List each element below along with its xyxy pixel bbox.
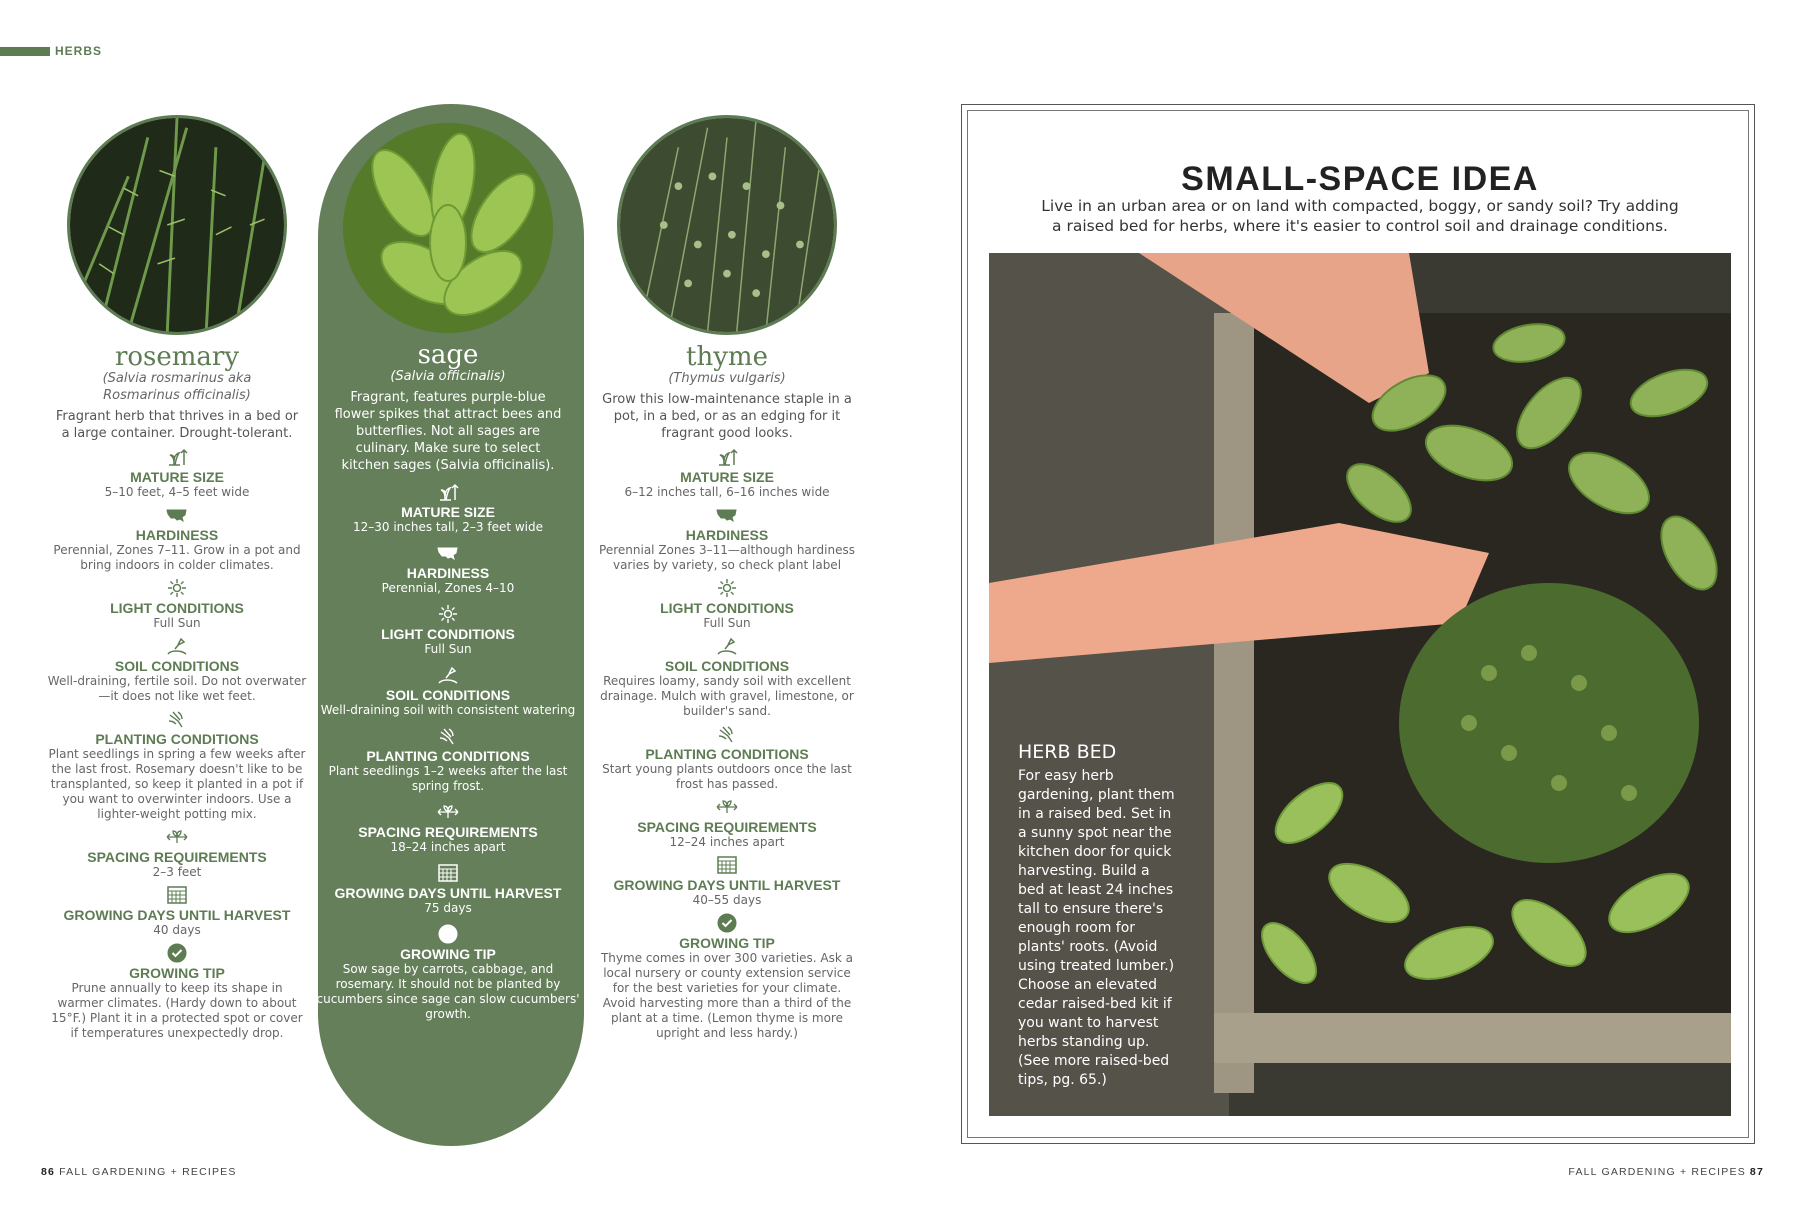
- herb-latin-name: (Salvia rosmarinus aka Rosmarinus officinalis): [102, 371, 252, 403]
- plant-size-icon: [316, 482, 580, 502]
- page-number-left: 86: [41, 1166, 56, 1178]
- herb-info-list: [47, 447, 307, 1041]
- herb-info-value: Perennial Zones 3–11—although hardiness varies by variety, so check plant label: [599, 543, 855, 572]
- spacing-icon: [47, 827, 307, 847]
- herb-info-heading: SOIL CONDITIONS: [664, 658, 790, 674]
- herb-info-heading: GROWING DAYS UNTIL HARVEST: [334, 885, 562, 901]
- herb-info-item: [597, 636, 857, 719]
- herb-info-item: [316, 665, 580, 718]
- herb-info-value: Plant seedlings in spring a few weeks after the last frost. Rosemary doesn't like to be transplanted, so keep it planted in a pot if you want to overwinter indoors. Use a lighter-weight potting mix.: [48, 747, 306, 821]
- herb-info-item: [316, 726, 580, 794]
- check-circle-icon: [316, 924, 580, 944]
- herb-info-item: [47, 578, 307, 631]
- herb-description: Fragrant, features purple-blue flower spikes that attract bees and butterflies. Not all sages are culinary. Make sure to select kitchen sages (Salvia officinalis).: [334, 390, 562, 473]
- usa-map-icon: [47, 505, 307, 525]
- herb-info-item: [597, 578, 857, 631]
- herb-info-item: [316, 802, 580, 855]
- herb-info-item: [597, 447, 857, 500]
- page-number-right: 87: [1749, 1166, 1764, 1178]
- herb-info-value: Full Sun: [424, 642, 472, 656]
- herb-info-heading: HARDINESS: [135, 527, 219, 543]
- small-space-title: SMALL-SPACE IDEA: [1181, 160, 1539, 198]
- herb-info-value: Start young plants outdoors once the last frost has passed.: [602, 762, 852, 791]
- herb-info-heading: LIGHT CONDITIONS: [660, 600, 794, 616]
- calendar-icon: [47, 885, 307, 905]
- plant-size-icon: [47, 447, 307, 467]
- herb-info-item: [47, 885, 307, 938]
- herb-info-item: [316, 543, 580, 596]
- herb-info-heading: MATURE SIZE: [680, 469, 774, 485]
- sun-icon: [47, 578, 307, 598]
- herb-bed-caption-title: HERB BED: [1018, 741, 1117, 763]
- herb-info-heading: SPACING REQUIREMENTS: [637, 819, 817, 835]
- herb-info-heading: HARDINESS: [685, 527, 769, 543]
- herb-name: thyme: [686, 342, 768, 372]
- herb-info-item: [597, 505, 857, 573]
- herb-info-value: Prune annually to keep its shape in warmer climates. (Hardy down to about 15°F.) Plant it in a protected spot or cover if temperatures unexpectedly drop.: [51, 981, 303, 1040]
- herb-column-thyme: [597, 115, 857, 1041]
- seedling-hand-icon: [597, 724, 857, 744]
- herb-info-value: 12–30 inches tall, 2–3 feet wide: [352, 520, 544, 534]
- seedling-hand-icon: [47, 709, 307, 729]
- calendar-icon: [597, 855, 857, 875]
- trowel-soil-icon: [47, 636, 307, 656]
- herb-info-heading: GROWING TIP: [129, 965, 225, 981]
- herb-info-value: Sow sage by carrots, cabbage, and rosemary. It should not be planted by cucumbers since sage can slow cucumbers' growth.: [316, 962, 580, 1021]
- herb-info-item: [316, 482, 580, 535]
- herb-info-item: [316, 924, 580, 1022]
- herb-info-heading: MATURE SIZE: [401, 504, 495, 520]
- spacing-icon: [316, 802, 580, 822]
- herb-info-heading: SOIL CONDITIONS: [385, 687, 511, 703]
- folio-left-text: FALL GARDENING + RECIPES: [59, 1166, 237, 1178]
- herb-info-heading: GROWING DAYS UNTIL HARVEST: [63, 907, 291, 923]
- herb-name: sage: [417, 340, 479, 370]
- herb-info-item: [47, 709, 307, 822]
- rosemary-photo: [67, 115, 287, 335]
- herb-info-value: Perennial, Zones 4–10: [381, 581, 515, 595]
- herb-column-rosemary: [47, 115, 307, 1041]
- herb-info-value: Well-draining, fertile soil. Do not overwater—it does not like wet feet.: [47, 674, 307, 703]
- herb-latin-name: (Salvia officinalis): [390, 369, 506, 384]
- usa-map-icon: [316, 543, 580, 563]
- herb-info-heading: HARDINESS: [406, 565, 490, 581]
- trowel-soil-icon: [316, 665, 580, 685]
- trowel-soil-icon: [597, 636, 857, 656]
- herb-info-value: 40–55 days: [692, 893, 762, 907]
- herb-info-heading: SOIL CONDITIONS: [114, 658, 240, 674]
- section-bar: [0, 47, 50, 56]
- herb-info-heading: PLANTING CONDITIONS: [95, 731, 259, 747]
- section-label: HERBS: [55, 44, 103, 58]
- herb-info-list: [597, 447, 857, 1041]
- check-circle-icon: [47, 943, 307, 963]
- herb-info-heading: GROWING TIP: [679, 935, 775, 951]
- herb-info-item: [47, 827, 307, 880]
- sun-icon: [316, 604, 580, 624]
- herb-info-value: 18–24 inches apart: [390, 840, 506, 854]
- herb-info-heading: GROWING DAYS UNTIL HARVEST: [613, 877, 841, 893]
- thyme-photo: [617, 115, 837, 335]
- herb-info-item: [597, 724, 857, 792]
- herb-info-heading: GROWING TIP: [400, 946, 496, 962]
- herb-info-heading: PLANTING CONDITIONS: [645, 746, 809, 762]
- calendar-icon: [316, 863, 580, 883]
- herb-info-heading: LIGHT CONDITIONS: [381, 626, 515, 642]
- plant-size-icon: [597, 447, 857, 467]
- herb-info-item: [597, 797, 857, 850]
- herb-bed-caption-text: For easy herb gardening, plant them in a raised bed. Set in a sunny spot near the kitchen door for quick harvesting. Build a bed at least 24 inches tall to ensure there's enough room for plants' roots. (Avoid using treated lumber.) Choose an elevated cedar raised-bed kit if you want to harvest herbs standing up. (See more raised-bed tips, pg. 65.): [1018, 768, 1175, 1088]
- herb-info-heading: LIGHT CONDITIONS: [110, 600, 244, 616]
- herb-info-value: 2–3 feet: [152, 865, 202, 879]
- herb-info-item: [47, 943, 307, 1041]
- herb-info-value: 12–24 inches apart: [669, 835, 785, 849]
- herb-info-value: Plant seedlings 1–2 weeks after the last spring frost.: [328, 764, 568, 793]
- herb-info-value: Perennial, Zones 7–11. Grow in a pot and bring indoors in colder climates.: [53, 543, 301, 572]
- herb-info-item: [597, 913, 857, 1041]
- herb-info-value: 5–10 feet, 4–5 feet wide: [104, 485, 250, 499]
- herb-description: Grow this low-maintenance staple in a pot, in a bed, or as an edging for it fragrant good looks.: [602, 392, 852, 441]
- small-space-subtitle: Live in an urban area or on land with compacted, boggy, or sandy soil? Try adding a raised bed for herbs, where it's easier to control soil and drainage conditions.: [1041, 197, 1679, 235]
- herb-description: Fragrant herb that thrives in a bed or a large container. Drought-tolerant.: [55, 409, 299, 441]
- herb-info-value: Full Sun: [153, 616, 201, 630]
- herb-info-value: 75 days: [424, 901, 472, 915]
- herb-info-item: [597, 855, 857, 908]
- herb-info-value: Requires loamy, sandy soil with excellent drainage. Mulch with gravel, limestone, or builder's sand.: [600, 674, 854, 718]
- herb-latin-name: (Thymus vulgaris): [668, 371, 786, 386]
- seedling-hand-icon: [316, 726, 580, 746]
- herb-info-item: [316, 863, 580, 916]
- spacing-icon: [597, 797, 857, 817]
- herb-info-value: Well-draining soil with consistent watering: [320, 703, 576, 717]
- sun-icon: [597, 578, 857, 598]
- herb-info-value: Thyme comes in over 300 varieties. Ask a local nursery or county extension service for the best varieties for your climate. Avoid harvesting more than a third of the plant at a time. (Lemon thyme is more upright and less hardy.): [600, 951, 854, 1040]
- herb-info-list: [316, 482, 580, 1022]
- herb-info-heading: PLANTING CONDITIONS: [366, 748, 530, 764]
- herb-name: rosemary: [114, 342, 240, 372]
- usa-map-icon: [597, 505, 857, 525]
- herb-info-heading: SPACING REQUIREMENTS: [87, 849, 267, 865]
- herb-info-heading: SPACING REQUIREMENTS: [358, 824, 538, 840]
- herb-info-item: [316, 604, 580, 657]
- herb-info-value: 40 days: [153, 923, 201, 937]
- herb-info-value: 6–12 inches tall, 6–16 inches wide: [624, 485, 830, 499]
- herb-column-sage: [316, 115, 580, 1022]
- check-circle-icon: [597, 913, 857, 933]
- herb-info-item: [47, 636, 307, 704]
- folio-right-text: FALL GARDENING + RECIPES: [1568, 1166, 1746, 1178]
- herb-info-item: [47, 505, 307, 573]
- folio-right: [1568, 1166, 1768, 1178]
- sage-photo: [343, 123, 553, 333]
- herb-info-value: Full Sun: [703, 616, 751, 630]
- folio-left: [37, 1166, 237, 1178]
- herb-info-heading: MATURE SIZE: [130, 469, 224, 485]
- herb-info-item: [47, 447, 307, 500]
